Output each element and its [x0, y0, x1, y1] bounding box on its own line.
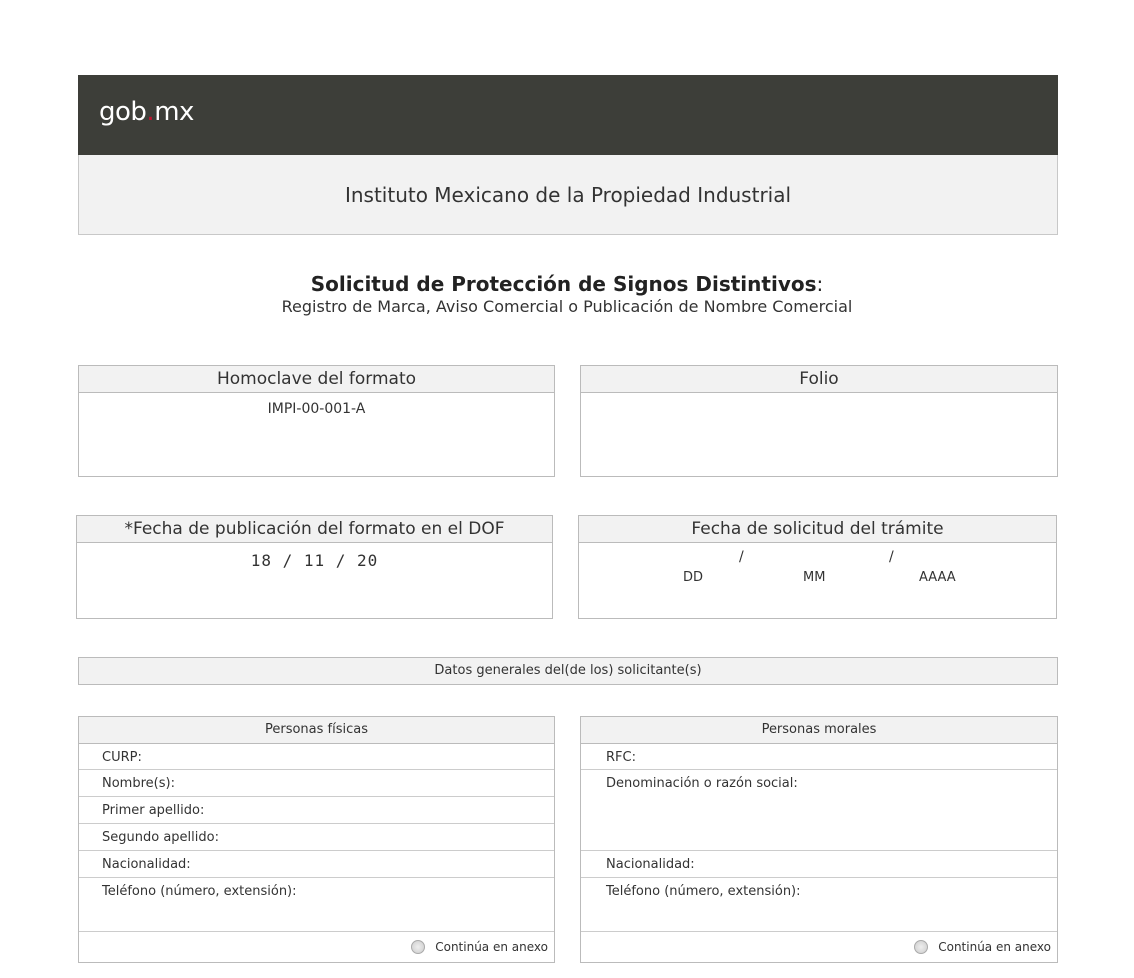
fecha-dof-label: *Fecha de publicación del formato en el DOF: [77, 516, 552, 543]
segundo-apellido-field[interactable]: Segundo apellido:: [79, 824, 554, 851]
logo-dot: .: [146, 97, 155, 127]
personas-morales-table: [580, 716, 1058, 963]
homoclave-value: IMPI-00-001-A: [267, 401, 366, 417]
datos-generales-header: Datos generales del(de los) solicitante(s): [78, 657, 1058, 685]
year-field[interactable]: AAAA: [919, 570, 956, 585]
institution-band: [78, 155, 1058, 235]
form-title-colon: :: [816, 272, 824, 296]
fecha-dof-value: 18 / 11 / 20: [250, 551, 379, 570]
date-separator: /: [889, 549, 894, 565]
personas-fisicas-table: [78, 716, 555, 963]
continua-anexo-label: Continúa en anexo: [435, 940, 548, 954]
homoclave-label: Homoclave del formato: [79, 366, 554, 393]
form-subtitle: Registro de Marca, Aviso Comercial o Publicación de Nombre Comercial: [281, 297, 853, 316]
fecha-solicitud-label: Fecha de solicitud del trámite: [579, 516, 1056, 543]
continua-anexo-label: Continúa en anexo: [938, 940, 1051, 954]
fecha-dof-box: [76, 515, 553, 619]
nacionalidad-field[interactable]: Nacionalidad:: [79, 851, 554, 878]
personas-fisicas-header: Personas físicas: [79, 717, 554, 744]
date-separator: /: [739, 549, 744, 565]
nacionalidad-field[interactable]: Nacionalidad:: [581, 851, 1057, 878]
radio-button[interactable]: [411, 940, 425, 954]
day-field[interactable]: DD: [683, 570, 704, 585]
telefono-field[interactable]: Teléfono (número, extensión):: [581, 878, 1057, 932]
form-title-text: Solicitud de Protección de Signos Distintivos: [310, 272, 817, 296]
continua-anexo-option[interactable]: [581, 932, 1057, 962]
logo-text-mx: mx: [154, 97, 194, 127]
homoclave-box: [78, 365, 555, 477]
personas-morales-header: Personas morales: [581, 717, 1057, 744]
continua-anexo-option[interactable]: [79, 932, 554, 962]
folio-box: [580, 365, 1058, 477]
primer-apellido-field[interactable]: Primer apellido:: [79, 797, 554, 824]
fecha-solicitud-box: [578, 515, 1057, 619]
curp-field[interactable]: CURP:: [79, 744, 554, 770]
denominacion-field[interactable]: Denominación o razón social:: [581, 770, 1057, 851]
folio-field[interactable]: [581, 393, 1057, 401]
nombre-field[interactable]: Nombre(s):: [79, 770, 554, 797]
radio-button[interactable]: [914, 940, 928, 954]
institution-name: Instituto Mexicano de la Propiedad Industrial: [344, 182, 792, 207]
folio-label: Folio: [581, 366, 1057, 393]
telefono-field[interactable]: Teléfono (número, extensión):: [79, 878, 554, 932]
rfc-field[interactable]: RFC:: [581, 744, 1057, 770]
logo-text-gob: gob: [99, 97, 147, 127]
month-field[interactable]: MM: [803, 570, 826, 585]
gobmx-logo[interactable]: [99, 97, 194, 127]
form-title: [0, 272, 1134, 296]
gob-header-bar: [78, 75, 1058, 155]
